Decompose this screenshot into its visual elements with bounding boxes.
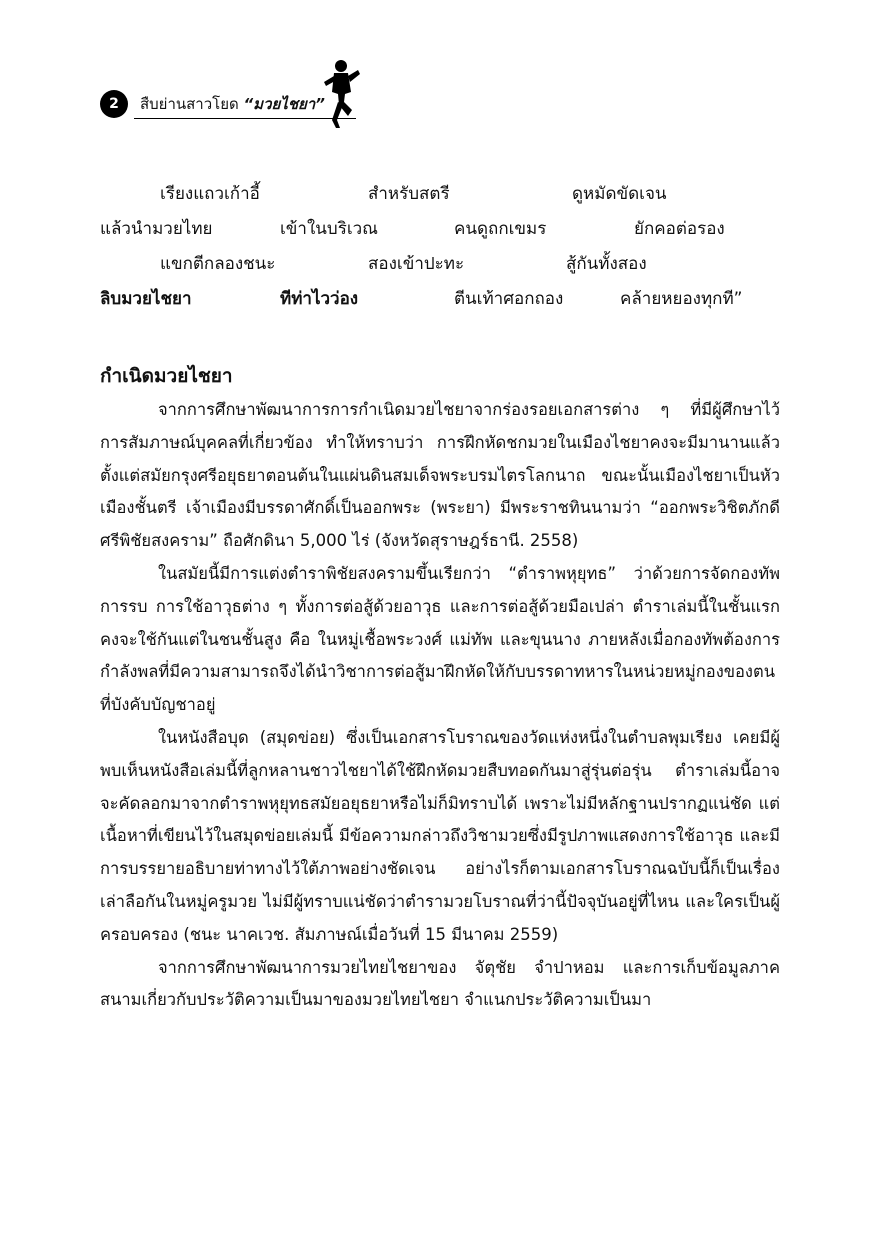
poem-verse: ลิบมวยไชยา (100, 289, 192, 309)
poem-verse: คนดูถกเขมร (454, 219, 547, 239)
body-paragraph: ในหนังสือบุด (สมุดข่อย) ซึ่งเป็นเอกสารโบราณของวัดแห่งหนึ่งในตำบลพุมเรียง เคยมีผู้พบเห็นหนังสือเล่มนี้ที่ลูกหลานชาวไชยาได้ใช้ฝึกหัดมวยสืบทอดกันมาสู่รุ่นต่อรุ่น ตำราเล่มนี้อาจจะคัดลอกมาจากตำราพหุยุทธสมัยอยุธยาหรือไม่ก็มิทราบได้ เพราะไม่มีหลักฐานปรากฏแน่ชัด แต่เนื้อหาที่เขียนไว้ในสมุดข่อยเล่มนี้ มีข้อความกล่าวถึงวิชามวยซึ่งมีรูปภาพแสดงการใช้อาวุธ และมีการบรรยายอธิบายท่าทางไว้ใต้ภาพอย่างชัดเจน อย่างไรก็ตามเอกสารโบราณฉบับนี้ก็เป็นเรื่องเล่าลือกันในหมู่ครูมวย ไม่มีผู้ทราบแน่ชัดว่าตำรามวยโบราณที่ว่านี้ปัจจุบันอยู่ที่ไหน และใครเป็นผู้ครอบครอง (ชนะ นาคเวช. สัมภาษณ์เมื่อวันที่ 15 มีนาคม 2559) (100, 727, 780, 944)
body-paragraph: จากการศึกษาพัฒนาการมวยไทยไชยาของ จัตุชัย จำปาหอม และการเก็บข้อมูลภาคสนามเกี่ยวกับประวัติความเป็นมาของมวยไทยไชยา จำแนกประวัติความเป็นมา (100, 957, 780, 1010)
poem-verse: คล้ายหยองทุกที” (620, 289, 743, 309)
poem-verse: สำหรับสตรี (368, 184, 450, 204)
page-number-badge: 2 (100, 90, 128, 118)
poem-verse: แขกตีกลองชนะ (160, 254, 276, 274)
section-origin (100, 358, 780, 1017)
body-paragraph: จากการศึกษาพัฒนาการการกำเนิดมวยไชยาจากร่องรอยเอกสารต่าง ๆ ที่มีผู้ศึกษาไว้ การสัมภาษณ์บุคคลที่เกี่ยวข้อง ทำให้ทราบว่า การฝึกหัดชกมวยในเมืองไชยาคงจะมีมานานแล้ว ตั้งแต่สมัยกรุงศรีอยุธยาตอนต้นในแผ่นดินสมเด็จพระบรมไตรโลกนาถ ขณะนั้นเมืองไชยาเป็นหัวเมืองชั้นตรี เจ้าเมืองมีบรรดาศักดิ์เป็นออกพระ (พระยา) มีพระราชทินนามว่า “ออกพระวิชิตภักดีศรีพิชัยสงคราม” ถือศักดินา 5,000 ไร่ (จังหวัดสุราษฎร์ธานี. 2558) (100, 400, 780, 551)
poem-line (100, 178, 780, 213)
poem-verse: ตีนเท้าศอกถอง (454, 289, 564, 309)
poem-line (100, 283, 780, 318)
poem-verse: สู้กันทั้งสอง (566, 254, 647, 274)
poem-verse: สองเข้าปะทะ (368, 254, 465, 274)
poem-line (100, 248, 780, 283)
poem-verse: เข้าในบริเวณ (280, 219, 378, 239)
body-paragraph: ในสมัยนี้มีการแต่งตำราพิชัยสงครามขึ้นเรียกว่า “ตำราพหุยุทธ” ว่าด้วยการจัดกองทัพ การรบ การใช้อาวุธต่าง ๆ ทั้งการต่อสู้ด้วยอาวุธ และการต่อสู้ด้วยมือเปล่า ตำราเล่มนี้ในชั้นแรกคงจะใช้กันแต่ในชนชั้นสูง คือ ในหมู่เชื้อพระวงศ์ แม่ทัพ และขุนนาง ภายหลังเมื่อกองทัพต้องการกำลังพลที่มีความสามารถจึงได้นำวิชาการต่อสู้มาฝึกหัดให้กับบรรดาทหารในหน่วยหมู่กองของตนที่บังคับบัญชาอยู่ (100, 563, 780, 715)
section-heading: กำเนิดมวยไชยา (100, 365, 233, 387)
running-title (140, 94, 325, 114)
poem-verse: แล้วนำมวยไทย (100, 219, 213, 239)
poem-line (100, 213, 780, 248)
running-title-emphasis: “มวยไชยา” (243, 95, 325, 113)
running-title-prefix: สืบย่านสาวโยด (140, 95, 239, 113)
poem-verse: ทีท่าไวว่อง (280, 289, 359, 309)
poem-verse: เรียงแถวเก้าอี้ (160, 184, 260, 204)
poem-stanza (100, 178, 780, 318)
poem-verse: ดูหมัดขัดเจน (572, 184, 667, 204)
poem-verse: ยักคอต่อรอง (634, 219, 725, 239)
boxer-silhouette-icon (318, 58, 362, 130)
